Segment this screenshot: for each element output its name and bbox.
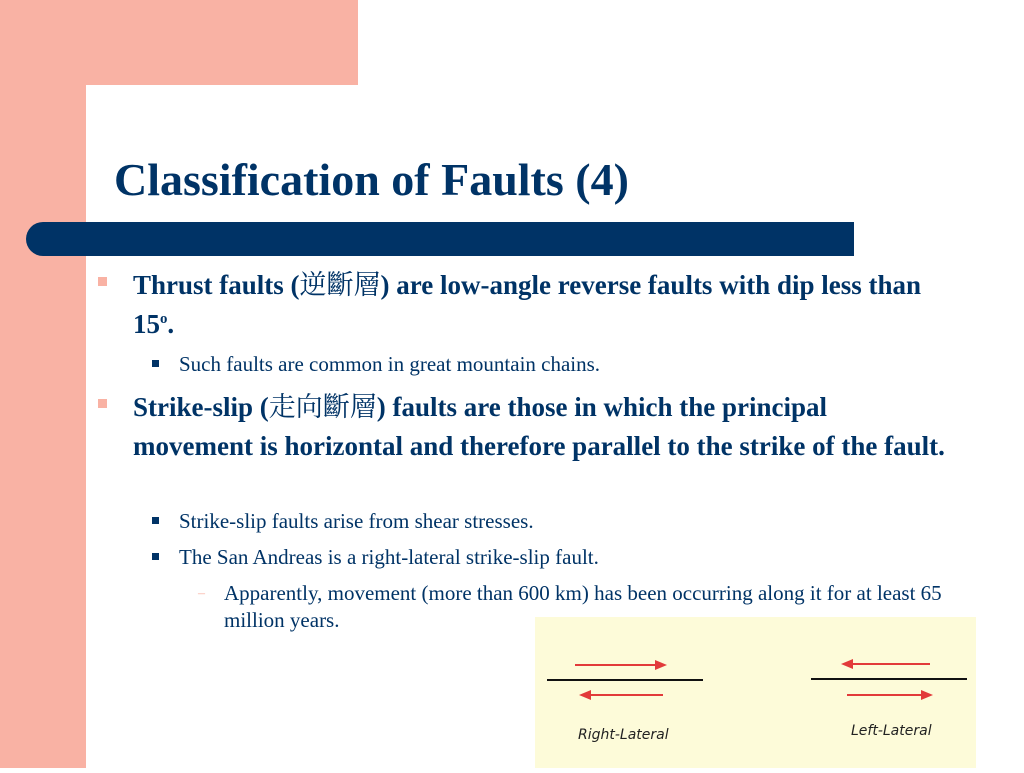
slide-title: Classification of Faults (4) <box>114 154 629 205</box>
bullet-text-end: . <box>167 309 175 339</box>
sub-bullet-marker <box>152 517 159 524</box>
sub-bullet-text: Strike-slip faults arise from shear stresses. <box>179 509 534 533</box>
sub-sub-bullet-text: Apparently, movement (more than 600 km) has been occurring along it for at least 65 million years. <box>224 581 942 632</box>
arrow-left-head <box>841 659 853 669</box>
left-lateral-diagram <box>811 659 967 700</box>
left-lateral-label: Left-Lateral <box>851 723 932 739</box>
bullet-text-suffix: ) are low-angle reverse faults with dip less than 15 <box>133 270 922 339</box>
arrow-left-head <box>579 690 591 700</box>
sub-bullet-marker <box>152 360 159 367</box>
bullet-marker <box>98 277 107 286</box>
dash-marker: – <box>198 586 205 601</box>
bullet-text-prefix: Thrust faults ( <box>133 270 300 300</box>
bullet-text <box>133 266 953 343</box>
arrow-right-head <box>921 690 933 700</box>
fault-diagram-figure <box>535 617 976 768</box>
bullet-text-prefix: Strike-slip ( <box>133 392 269 422</box>
right-lateral-diagram <box>547 660 703 700</box>
bullet-text-cjk: 逆斷層 <box>299 270 381 301</box>
arrow-right-head <box>655 660 667 670</box>
bullet-marker <box>98 399 107 408</box>
bullet-text-cjk: 走向斷層 <box>268 392 377 423</box>
fault-diagram-svg <box>535 617 976 768</box>
degree-superscript: o <box>160 311 168 327</box>
right-lateral-label: Right-Lateral <box>578 727 669 743</box>
sub-bullet-text: Such faults are common in great mountain chains. <box>179 352 601 376</box>
sub-bullet-text: The San Andreas is a right-lateral strike-slip fault. <box>179 545 599 569</box>
bullet-text-suffix: ) faults are those in which the principal movement is horizontal and therefore parallel to the strike of the fault. <box>133 392 945 461</box>
bullet-text <box>133 388 953 465</box>
sub-bullet-marker <box>152 553 159 560</box>
